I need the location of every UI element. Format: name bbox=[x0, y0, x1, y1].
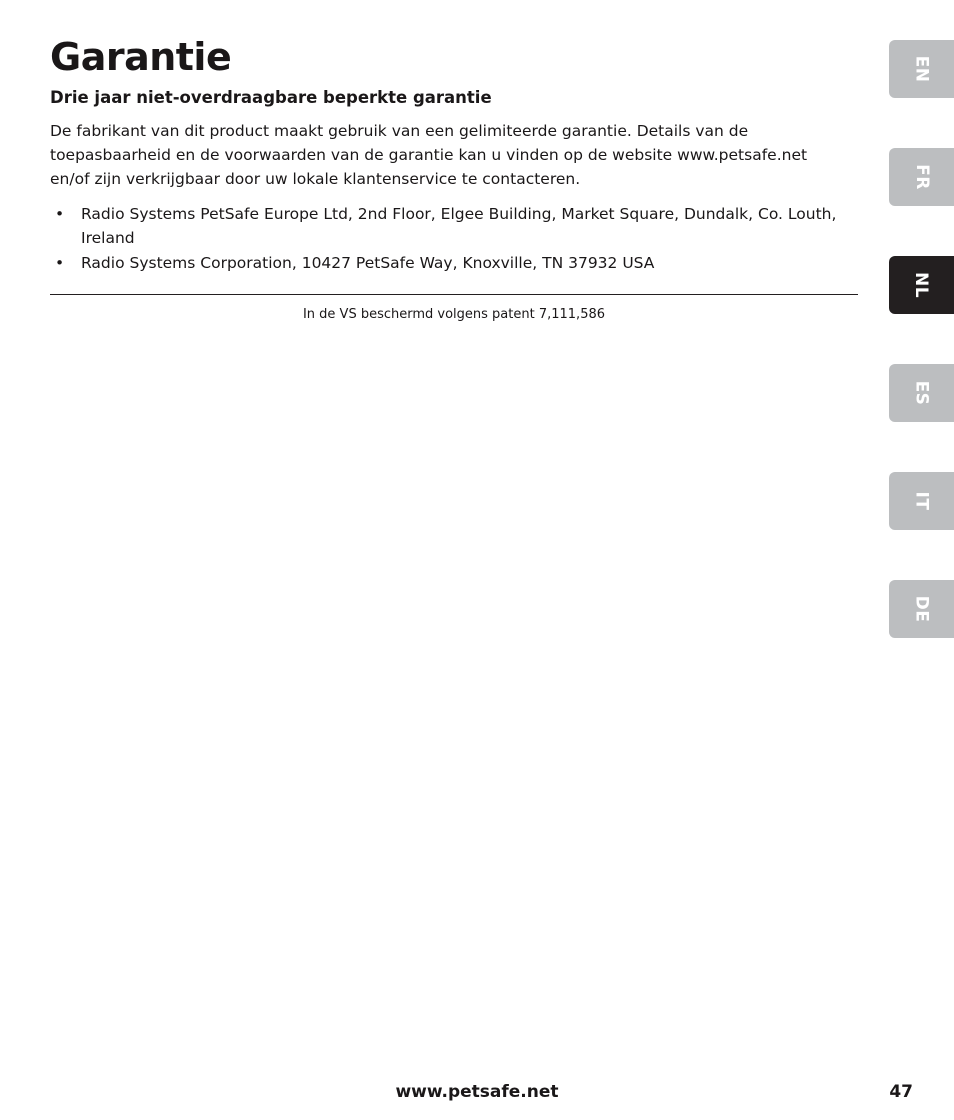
tab-fr[interactable] bbox=[889, 148, 954, 206]
tab-label: DE bbox=[911, 595, 932, 623]
tab-label: NL bbox=[911, 271, 932, 299]
tab-de[interactable] bbox=[889, 580, 954, 638]
address-list bbox=[50, 202, 850, 276]
tab-label: ES bbox=[911, 380, 932, 406]
footer-url: www.petsafe.net bbox=[395, 1082, 559, 1102]
tab-label: EN bbox=[911, 55, 932, 83]
page-number: 47 bbox=[889, 1082, 913, 1102]
page-title: Garantie bbox=[50, 35, 232, 79]
bullet: • bbox=[55, 254, 65, 272]
tab-es[interactable] bbox=[889, 364, 954, 422]
warranty-body-text: De fabrikant van dit product maakt gebruik van een gelimiteerde garantie. Details van de toepasbaarheid en de voorwaarden van de garantie kan u vinden op de website www.petsafe.net en/of zijn verkrijgbaar door uw lokale klantenservice te contacteren. bbox=[50, 122, 808, 188]
address-europe: Radio Systems PetSafe Europe Ltd, 2nd Floor, Elgee Building, Market Square, Dundalk, Co. Louth, Ireland bbox=[81, 205, 837, 247]
bullet: • bbox=[55, 205, 65, 223]
address-usa: Radio Systems Corporation, 10427 PetSafe Way, Knoxville, TN 37932 USA bbox=[81, 254, 655, 272]
list-item bbox=[50, 202, 850, 250]
list-item bbox=[50, 251, 850, 275]
tab-en[interactable] bbox=[889, 40, 954, 98]
tab-nl[interactable] bbox=[889, 256, 954, 314]
tab-label: FR bbox=[911, 164, 932, 190]
tab-it[interactable] bbox=[889, 472, 954, 530]
tab-label: IT bbox=[911, 491, 932, 511]
patent-note: In de VS beschermd volgens patent 7,111,586 bbox=[302, 307, 606, 322]
warranty-subtitle: Drie jaar niet-overdraagbare beperkte garantie bbox=[50, 88, 492, 107]
language-tabs bbox=[889, 0, 954, 700]
divider bbox=[50, 294, 858, 295]
